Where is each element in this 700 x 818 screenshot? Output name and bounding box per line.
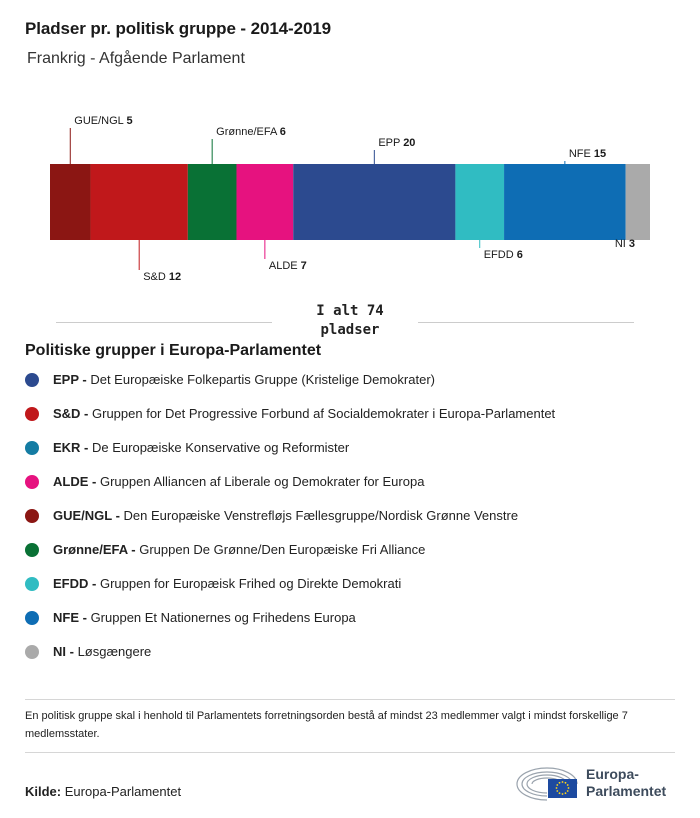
data-label-gr-nne-efa: [216, 126, 286, 138]
legend-abbr: EPP -: [53, 372, 91, 387]
legend-abbr: ALDE -: [53, 474, 100, 489]
legend-title: Politiske grupper i Europa-Parlamentet: [25, 342, 322, 359]
value-label-ni: 3: [628, 238, 635, 250]
legend-abbr: NFE -: [53, 610, 91, 625]
legend-description: Gruppen for Det Progressive Forbund af Socialdemokrater i Europa-Parlamentet: [92, 406, 556, 421]
value-label-efdd: 6: [516, 249, 523, 261]
legend-description: Gruppen Alliancen af Liberale og Demokrater for Europa: [99, 474, 425, 489]
legend-abbr: Grønne/EFA -: [53, 542, 140, 557]
stacked-bar-chart: [0, 100, 700, 300]
data-label-ni: [615, 238, 635, 250]
legend-text: [53, 474, 424, 489]
legend-description: De Europæiske Konservative og Reformister: [92, 440, 350, 455]
legend-description: Gruppen De Grønne/Den Europæiske Fri Alliance: [139, 542, 426, 557]
total-seats-label: I alt 74 pladser: [316, 303, 384, 338]
value-label-alde: 7: [300, 260, 307, 272]
legend-color-dot: [25, 475, 39, 489]
legend-item: [25, 474, 555, 508]
legend-color-dot: [25, 509, 39, 523]
legend-item: [25, 576, 555, 610]
legend-description: Løsgængere: [77, 644, 152, 659]
legend-text: [53, 508, 518, 523]
data-label-s-d: [143, 271, 181, 283]
category-label-nfe: NFE: [568, 148, 594, 160]
legend-color-dot: [25, 543, 39, 557]
legend-abbr: NI -: [53, 644, 78, 659]
category-label-ni: NI: [614, 238, 629, 250]
category-label-gue-ngl: GUE/NGL: [74, 115, 127, 127]
legend-item: [25, 508, 555, 542]
legend-color-dot: [25, 407, 39, 421]
source-value: Europa-Parlamentet: [64, 784, 182, 799]
chart-subtitle: Frankrig - Afgående Parlament: [27, 50, 245, 67]
data-label-gue-ngl: [74, 115, 132, 127]
legend-item: [25, 542, 555, 576]
legend-text: [53, 542, 425, 557]
legend-abbr: GUE/NGL -: [53, 508, 124, 523]
legend-item: [25, 610, 555, 644]
total-divider-left: [56, 322, 272, 323]
footnote-bottom-rule: [25, 752, 675, 753]
legend-color-dot: [25, 577, 39, 591]
legend-text: [53, 644, 151, 659]
footnote: En politisk gruppe skal i henhold til Parlamentets forretningsorden bestå af mindst 23 medlemmer valgt i mindst forskellige 7 medlemsstater.: [25, 710, 628, 740]
logo-wordmark: [586, 766, 666, 800]
logo-line1: Europa-: [586, 766, 639, 782]
value-label-s-d: 12: [168, 271, 182, 283]
legend-text: [53, 610, 356, 625]
legend-item: [25, 406, 555, 440]
legend-abbr: EKR -: [53, 440, 92, 455]
legend-description: Det Europæiske Folkepartis Gruppe (Kristelige Demokrater): [90, 372, 435, 387]
legend-text: [53, 576, 401, 591]
bar-segment-gr-nne-efa: [188, 164, 237, 240]
legend: [25, 372, 555, 678]
data-label-epp: [378, 137, 415, 149]
source: [25, 784, 181, 799]
bar-segment-efdd: [455, 164, 504, 240]
category-label-epp: EPP: [378, 137, 404, 149]
bar-segment-ni: [626, 164, 650, 240]
legend-abbr: S&D -: [53, 406, 92, 421]
data-label-alde: [269, 260, 307, 272]
legend-color-dot: [25, 611, 39, 625]
legend-color-dot: [25, 441, 39, 455]
category-label-efdd: EFDD: [483, 249, 517, 261]
legend-item: [25, 440, 555, 474]
category-label-alde: ALDE: [268, 260, 301, 272]
data-label-efdd: [484, 249, 523, 261]
category-label-s-d: S&D: [143, 271, 169, 283]
legend-item: [25, 644, 555, 678]
bar-segment-s-d: [91, 164, 188, 240]
value-label-nfe: 15: [593, 148, 607, 160]
value-label-gr-nne-efa: 6: [279, 126, 286, 138]
source-label: Kilde:: [25, 784, 62, 799]
total-divider-right: [418, 322, 634, 323]
legend-description: Gruppen Et Nationernes og Frihedens Europa: [90, 610, 356, 625]
bar-segment-alde: [236, 164, 293, 240]
footnote-top-rule: [25, 699, 675, 700]
legend-item: [25, 372, 555, 406]
bar-segment-nfe: [504, 164, 626, 240]
data-label-nfe: [569, 148, 606, 160]
logo-line2: Parlamentet: [586, 783, 667, 799]
category-label-gr-nne-efa: Grønne/EFA: [216, 126, 280, 138]
bar-segment-gue-ngl: [50, 164, 91, 240]
legend-description: Gruppen for Europæisk Frihed og Direkte Demokrati: [99, 576, 402, 591]
value-label-gue-ngl: 5: [126, 115, 133, 127]
legend-text: [53, 440, 349, 455]
legend-text: [53, 406, 555, 421]
bar-segment-epp: [293, 164, 455, 240]
legend-color-dot: [25, 373, 39, 387]
value-label-epp: 20: [403, 137, 416, 149]
legend-color-dot: [25, 645, 39, 659]
legend-abbr: EFDD -: [53, 576, 100, 591]
legend-text: [53, 372, 435, 387]
chart-title: Pladser pr. politisk gruppe - 2014-2019: [25, 19, 332, 38]
legend-description: Den Europæiske Venstrefløjs Fællesgruppe/Nordisk Grønne Venstre: [123, 508, 519, 523]
